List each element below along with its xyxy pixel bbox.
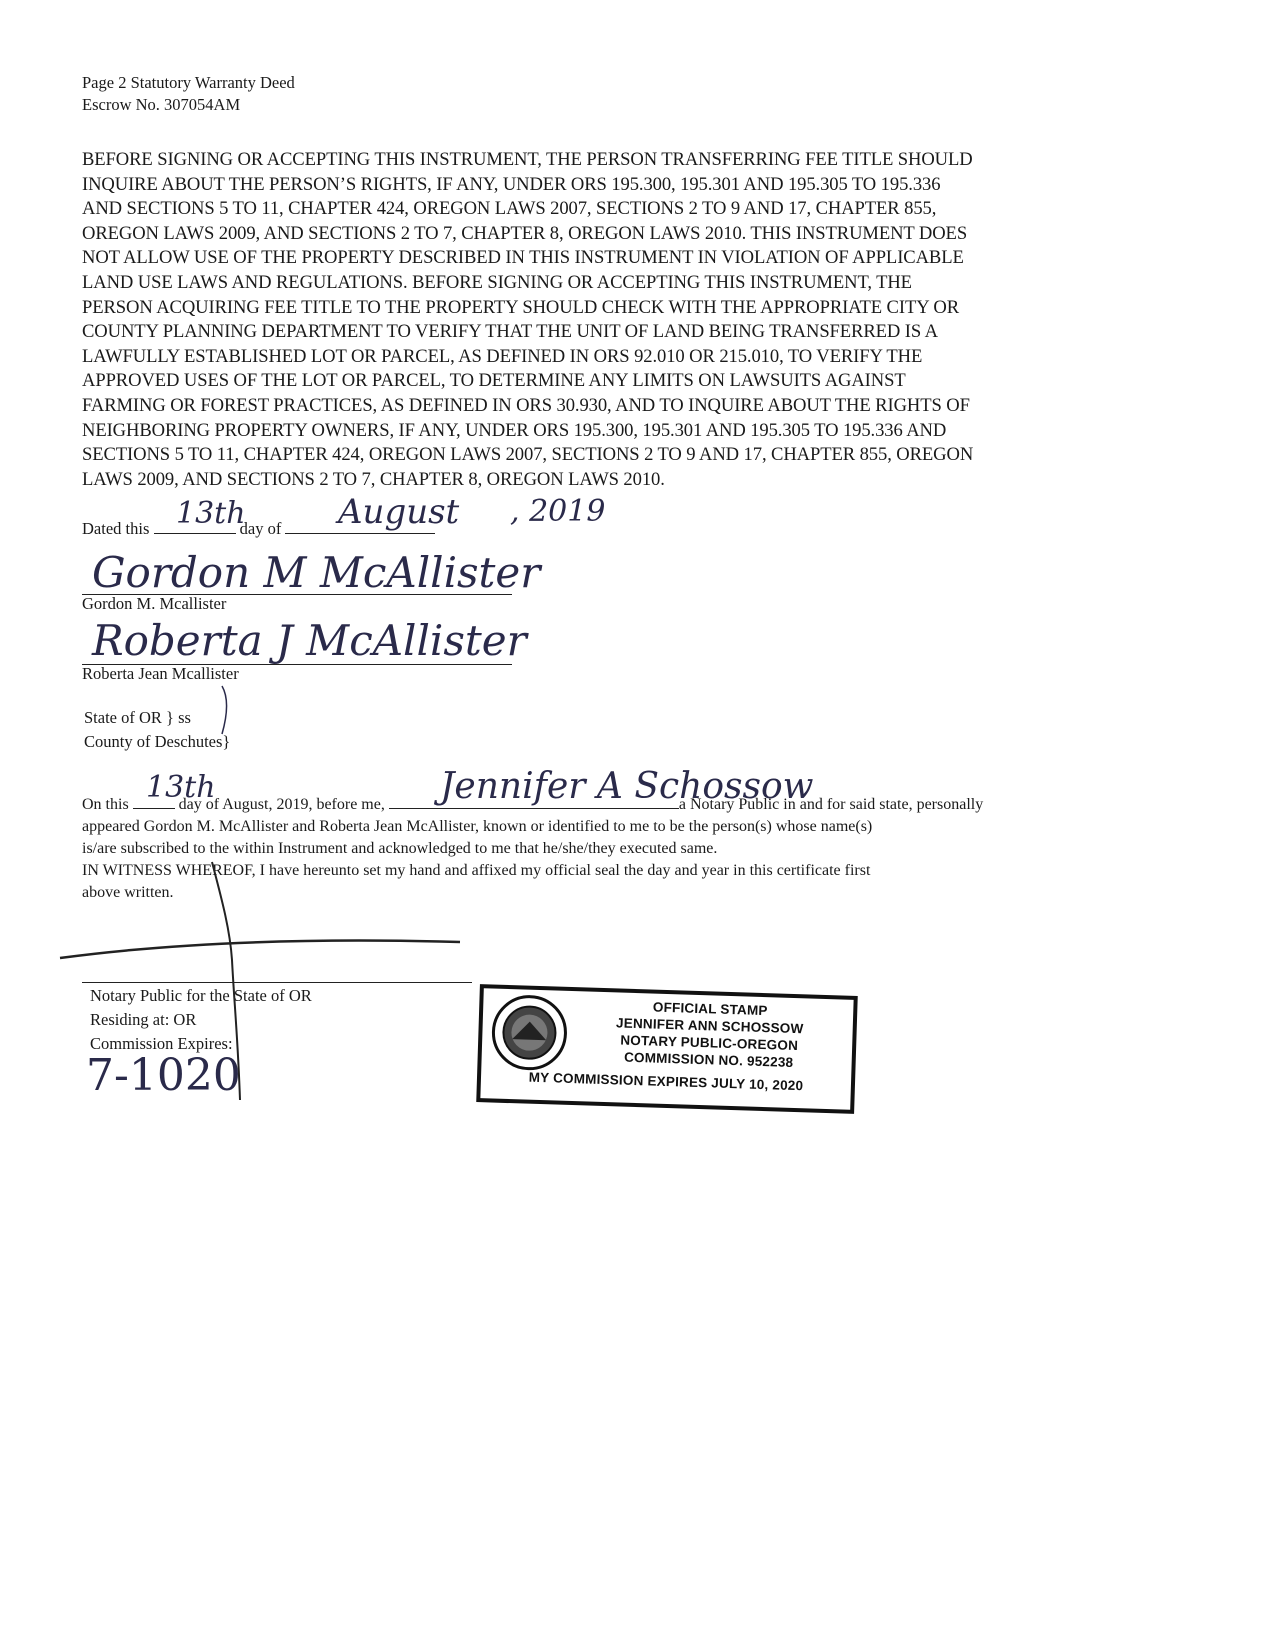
disclaimer-line: AND SECTIONS 5 TO 11, CHAPTER 424, OREGON LAWS 2007, SECTIONS 2 TO 9 AND 17, CHAPTER 855,	[82, 198, 937, 220]
header-title: Page 2 Statutory Warranty Deed	[82, 73, 295, 92]
venue-county: County of Deschutes}	[84, 732, 231, 751]
disclaimer-line: BEFORE SIGNING OR ACCEPTING THIS INSTRUMENT, THE PERSON TRANSFERRING FEE TITLE SHOULD	[82, 149, 973, 170]
disclaimer-line: LAWFULLY ESTABLISHED LOT OR PARCEL, AS DEFINED IN ORS 92.010 OR 215.010, TO VERIFY THE	[82, 345, 923, 367]
acknowledgment-line2: appeared Gordon M. McAllister and Roberta Jean McAllister, known or identified to me to be the person(s) whose name(s)	[82, 818, 873, 835]
disclaimer-line: LAWS 2009, AND SECTIONS 2 TO 7, CHAPTER 8, OREGON LAWS 2010.	[82, 468, 665, 490]
disclaimer-line: COUNTY PLANNING DEPARTMENT TO VERIFY THAT THE UNIT OF LAND BEING TRANSFERRED IS A	[82, 321, 938, 343]
disclaimer-line: NEIGHBORING PROPERTY OWNERS, IF ANY, UNDER ORS 195.300, 195.301 AND 195.305 TO 195.336 AND	[82, 419, 947, 441]
escrow-number: Escrow No. 307054AM	[82, 95, 241, 114]
notary-signature-line	[82, 982, 472, 983]
disclaimer-line: APPROVED USES OF THE LOT OR PARCEL, TO DETERMINE ANY LIMITS ON LAWSUITS AGAINST	[82, 370, 906, 392]
stamp-name: JENNIFER ANN SCHOSSOW	[615, 1015, 804, 1037]
stamp-commission: COMMISSION NO. 952238	[623, 1049, 794, 1070]
ack-after-name: a Notary Public in and for said state, personally	[678, 796, 984, 813]
stamp-notary: NOTARY PUBLIC-OREGON	[620, 1032, 799, 1054]
venue-state: State of OR } ss	[84, 708, 191, 727]
stamp-expires: MY COMMISSION EXPIRES JULY 10, 2020	[528, 1069, 804, 1094]
official-notary-stamp	[476, 984, 858, 1114]
disclaimer-line: OREGON LAWS 2009, AND SECTIONS 2 TO 7, CHAPTER 8, OREGON LAWS 2010. THIS INSTRUMENT DOES	[82, 222, 968, 244]
notary-footer-expires-label: Commission Expires:	[90, 1034, 233, 1053]
disclaimer-line: SECTIONS 5 TO 11, CHAPTER 424, OREGON LAWS 2007, SECTIONS 2 TO 9 AND 17, CHAPTER 855, OREGON	[82, 444, 974, 466]
ack-on-this: On this	[82, 796, 129, 813]
disclaimer-line: INQUIRE ABOUT THE PERSON’S RIGHTS, IF ANY, UNDER ORS 195.300, 195.301 AND 195.305 TO 195.336	[82, 173, 941, 195]
stamp-title: OFFICIAL STAMP	[652, 999, 768, 1019]
oregon-seal-icon	[489, 992, 569, 1072]
signer2-name: Roberta Jean Mcallister	[82, 664, 239, 683]
dated-prefix: Dated this	[82, 519, 150, 538]
disclaimer-line: LAND USE LAWS AND REGULATIONS. BEFORE SIGNING OR ACCEPTING THIS INSTRUMENT, THE	[82, 271, 912, 293]
acknowledgment-line3: is/are subscribed to the within Instrument and acknowledged to me that he/she/they executed same.	[82, 840, 718, 857]
dated-day-handwritten: 13th	[176, 496, 246, 531]
dated-month-handwritten: August	[338, 492, 460, 532]
signer2-signature: Roberta J McAllister	[92, 616, 527, 665]
ack-day-handwritten: 13th	[146, 770, 216, 805]
dated-day-of: day of	[239, 519, 282, 538]
notary-footer-state: Notary Public for the State of OR	[90, 986, 312, 1005]
notary-footer-residing: Residing at: OR	[90, 1010, 197, 1029]
disclaimer-line: NOT ALLOW USE OF THE PROPERTY DESCRIBED IN THIS INSTRUMENT IN VIOLATION OF APPLICABLE	[82, 247, 964, 269]
acknowledgment-line4: IN WITNESS WHEREOF, I have hereunto set my hand and affixed my official seal the day and year in this certificate first	[82, 862, 871, 879]
ack-notary-name-handwritten: Jennifer A Schossow	[440, 766, 814, 807]
disclaimer-line: PERSON ACQUIRING FEE TITLE TO THE PROPERTY SHOULD CHECK WITH THE APPROPRIATE CITY OR	[82, 296, 960, 318]
signer1-name: Gordon M. Mcallister	[82, 594, 227, 613]
dated-year-handwritten: , 2019	[510, 494, 606, 529]
notary-expires-handwritten: 7-1020	[86, 1050, 241, 1101]
disclaimer-line: FARMING OR FOREST PRACTICES, AS DEFINED IN ORS 30.930, AND TO INQUIRE ABOUT THE RIGHTS OF	[82, 394, 970, 416]
acknowledgment-line5: above written.	[82, 884, 174, 901]
ack-before-me: day of August, 2019, before me,	[178, 796, 385, 813]
signer1-signature: Gordon M McAllister	[92, 548, 541, 597]
